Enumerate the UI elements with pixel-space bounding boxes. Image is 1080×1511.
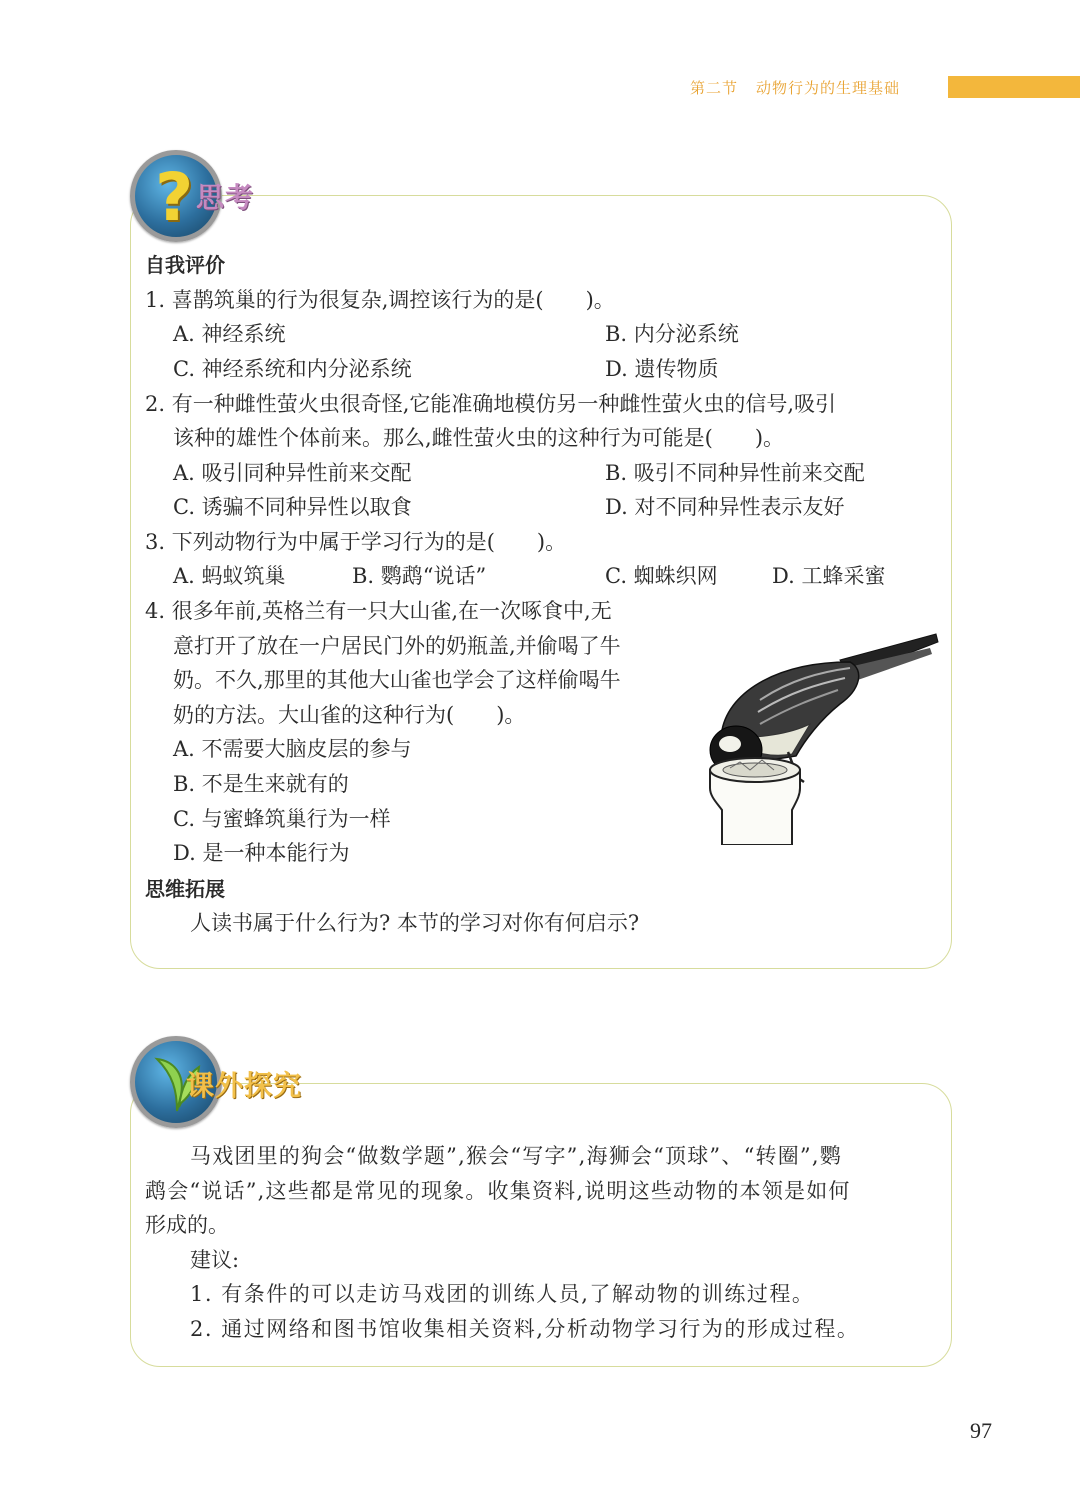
explore-para-line3: 形成的。 — [145, 1213, 229, 1237]
header-section: 第二节 — [690, 79, 739, 97]
q2-option-a: A. 吸引同种异性前来交配 — [173, 461, 412, 485]
q1-option-c: C. 神经系统和内分泌系统 — [173, 357, 412, 381]
q1-stem: 1. 喜鹊筑巢的行为很复杂,调控该行为的是( )。 — [145, 288, 615, 312]
q1-option-d: D. 遗传物质 — [605, 357, 719, 381]
q3-option-a: A. 蚂蚁筑巢 — [173, 564, 286, 588]
q4-option-b: B. 不是生来就有的 — [173, 772, 349, 796]
extension-text: 人读书属于什么行为? 本节的学习对你有何启示? — [190, 911, 640, 935]
page-number: 97 — [970, 1418, 992, 1443]
great-tit-milk-bottle-illustration — [700, 620, 945, 845]
q3-option-b: B. 鹦鹉“说话” — [352, 564, 487, 588]
explore-badge-title: 课外探究 — [186, 1069, 303, 1102]
q2-option-c: C. 诱骗不同种异性以取食 — [173, 495, 412, 519]
think-badge-title: 思考 — [196, 181, 255, 214]
explore-para-line1: 马戏团里的狗会“做数学题”,猴会“写字”,海狮会“顶球”、“转圈”,鹦 — [190, 1144, 842, 1168]
question-mark-icon: ? — [130, 150, 222, 242]
q4-stem-line3: 奶。不久,那里的其他大山雀也学会了这样偷喝牛 — [173, 668, 621, 692]
q1-option-b: B. 内分泌系统 — [605, 322, 739, 346]
self-eval-heading: 自我评价 — [145, 253, 225, 277]
running-header — [690, 77, 945, 98]
q4-stem-line1: 4. 很多年前,英格兰有一只大山雀,在一次啄食中,无 — [145, 599, 612, 623]
q4-option-a: A. 不需要大脑皮层的参与 — [173, 737, 412, 761]
explore-para-line2: 鹉会“说话”,这些都是常见的现象。收集资料,说明这些动物的本领是如何 — [145, 1179, 851, 1203]
q2-option-d: D. 对不同种异性表示友好 — [605, 495, 845, 519]
q3-stem: 3. 下列动物行为中属于学习行为的是( )。 — [145, 530, 567, 554]
q4-option-c: C. 与蜜蜂筑巢行为一样 — [173, 807, 391, 831]
q4-stem-line2: 意打开了放在一户居民门外的奶瓶盖,并偷喝了牛 — [173, 634, 621, 658]
q4-option-d: D. 是一种本能行为 — [173, 841, 350, 865]
suggestion-1: 1. 有条件的可以走访马戏团的训练人员,了解动物的训练过程。 — [190, 1282, 815, 1306]
q4-stem-line4: 奶的方法。大山雀的这种行为( )。 — [173, 703, 526, 727]
q2-stem-line2: 该种的雄性个体前来。那么,雌性萤火虫的这种行为可能是( )。 — [173, 426, 785, 450]
q2-option-b: B. 吸引不同种异性前来交配 — [605, 461, 865, 485]
header-title: 动物行为的生理基础 — [756, 79, 901, 97]
extension-heading: 思维拓展 — [145, 877, 225, 901]
header-accent-bar — [948, 76, 1080, 98]
q3-option-d: D. 工蜂采蜜 — [772, 564, 886, 588]
suggestion-2: 2. 通过网络和图书馆收集相关资料,分析动物学习行为的形成过程。 — [190, 1317, 860, 1341]
q3-option-c: C. 蜘蛛织网 — [605, 564, 718, 588]
q2-stem-line1: 2. 有一种雌性萤火虫很奇怪,它能准确地模仿另一种雌性萤火虫的信号,吸引 — [145, 392, 837, 416]
q1-option-a: A. 神经系统 — [173, 322, 286, 346]
suggestion-label: 建议: — [190, 1248, 240, 1272]
